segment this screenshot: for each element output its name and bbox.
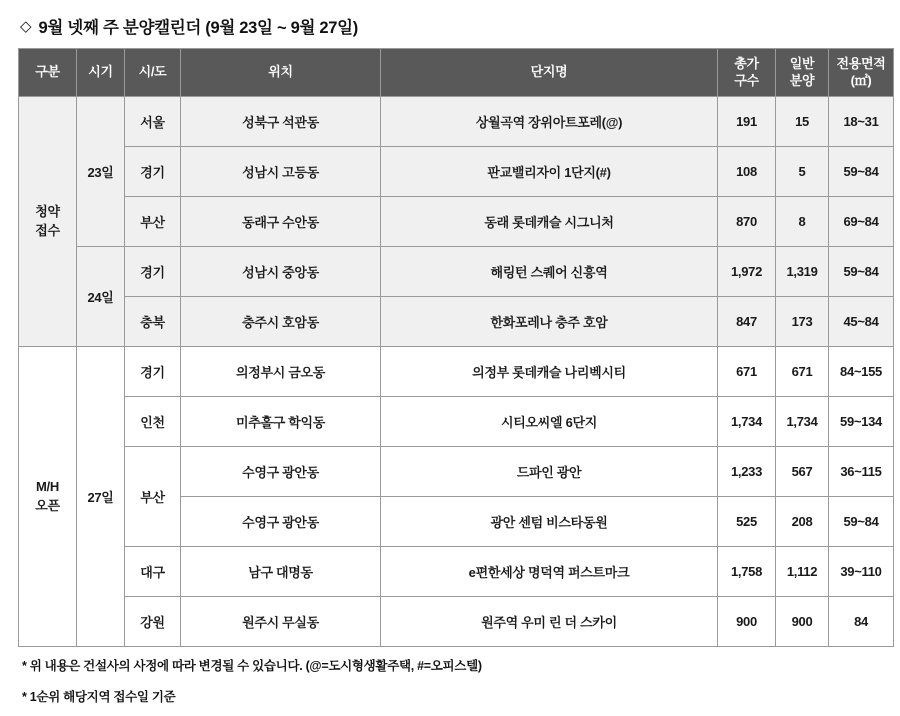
cell-complex-label: e편한세상 명덕역 퍼스트마크: [468, 565, 630, 580]
cell-location-label: 동래구 수안동: [242, 215, 319, 230]
cell-location-label: 남구 대명동: [248, 565, 313, 580]
cell-area-label: 59~84: [843, 264, 879, 279]
cell-sido: [125, 197, 181, 247]
cell-total-label: 1,734: [730, 414, 763, 429]
column-header-general-sub: 분양: [789, 72, 815, 88]
cell-complex-label: 시티오씨엘 6단지: [500, 415, 598, 430]
cell-general-label: 900: [791, 614, 813, 629]
cell-area-label: 59~134: [840, 414, 882, 429]
cell-sido-label: 경기: [140, 265, 165, 280]
cell-location-label: 원주시 무실동: [242, 615, 319, 630]
cell-general: [776, 347, 829, 397]
table-row: [19, 447, 894, 497]
column-header-complex: [381, 49, 718, 97]
cell-location: [181, 397, 381, 447]
cell-sigi-label: 24일: [87, 290, 114, 305]
cell-general-label: 208: [791, 514, 813, 529]
cell-general-label: 671: [791, 364, 813, 379]
cell-location: [181, 547, 381, 597]
cell-sigi-label: 27일: [87, 490, 114, 505]
cell-location-label: 성북구 석관동: [242, 115, 319, 130]
column-header-complex-label: 단지명: [530, 64, 568, 80]
cell-general: [776, 97, 829, 147]
cell-complex-label: 한화포레나 충주 호암: [490, 315, 608, 330]
cell-total-label: 847: [736, 314, 757, 329]
cell-area-label: 59~84: [843, 164, 879, 179]
column-header-sido-label: 시/도: [138, 64, 167, 80]
cell-sido: [125, 597, 181, 647]
footnotes: [22, 656, 882, 705]
table-row: [19, 297, 894, 347]
cell-total: [718, 397, 776, 447]
cell-location: [181, 97, 381, 147]
cell-sido: [125, 247, 181, 297]
cell-general: [776, 397, 829, 447]
cell-general: [776, 197, 829, 247]
cell-total-label: 1,233: [730, 464, 763, 479]
cell-sigi-label: 23일: [87, 165, 114, 180]
column-header-sigi: [77, 49, 125, 97]
column-header-total-label: 총가: [734, 56, 759, 72]
cell-location-label: 미추홀구 학익동: [235, 415, 326, 430]
cell-total: [718, 597, 776, 647]
cell-sigi: [77, 247, 125, 347]
column-header-location-label: 위치: [268, 64, 293, 80]
table-body: [19, 97, 894, 647]
cell-location-label: 수영구 광안동: [242, 465, 319, 480]
cell-total-label: 900: [736, 614, 757, 629]
cell-general: [776, 297, 829, 347]
column-header-general: [776, 49, 829, 97]
cell-sido-label: 부산: [140, 490, 165, 505]
cell-location-label: 성남시 중앙동: [242, 265, 319, 280]
cell-complex: [381, 197, 718, 247]
cell-total: [718, 347, 776, 397]
cell-location: [181, 447, 381, 497]
cell-complex: [381, 397, 718, 447]
cell-area-label: 45~84: [843, 314, 879, 329]
cell-location: [181, 147, 381, 197]
cell-total-label: 108: [736, 164, 757, 179]
cell-total: [718, 97, 776, 147]
cell-complex: [381, 347, 718, 397]
cell-location-label: 성남시 고등동: [242, 165, 319, 180]
cell-sido-label: 경기: [140, 165, 165, 180]
cell-sido-label: 경기: [140, 365, 165, 380]
cell-general-label: 15: [795, 114, 809, 129]
cell-area-label: 84: [854, 614, 868, 629]
cell-general: [776, 447, 829, 497]
cell-gubun: [19, 97, 77, 347]
cell-complex: [381, 297, 718, 347]
cell-complex-label: 동래 롯데캐슬 시그니처: [484, 215, 614, 230]
cell-general-label: 1,734: [786, 414, 818, 429]
column-header-area-sub: (㎡): [850, 72, 872, 88]
cell-gubun-line1: 청약: [35, 204, 60, 220]
table-row: [19, 547, 894, 597]
cell-total: [718, 147, 776, 197]
cell-complex: [381, 597, 718, 647]
cell-sido-label: 강원: [140, 615, 165, 630]
table-header-row: [19, 49, 894, 97]
cell-area-label: 59~84: [843, 514, 879, 529]
column-header-total-sub: 구수: [734, 72, 759, 88]
footnote-2: * 1순위 해당지역 접수일 기준: [22, 690, 176, 704]
cell-location: [181, 297, 381, 347]
cell-sido: [125, 147, 181, 197]
table-row: [19, 397, 894, 447]
column-header-location: [181, 49, 381, 97]
cell-complex-label: 광안 센텀 비스타동원: [490, 515, 608, 530]
cell-complex: [381, 497, 718, 547]
cell-sigi: [77, 347, 125, 647]
cell-general-label: 173: [791, 314, 813, 329]
cell-general: [776, 547, 829, 597]
cell-general: [776, 147, 829, 197]
column-header-area: [829, 49, 894, 97]
cell-gubun-line2: 접수: [35, 222, 60, 238]
cell-location: [181, 497, 381, 547]
cell-total-label: 671: [736, 364, 757, 379]
column-header-total: [718, 49, 776, 97]
cell-sido: [125, 397, 181, 447]
cell-area: [829, 147, 894, 197]
cell-location-label: 의정부시 금오동: [235, 365, 326, 380]
table-row: [19, 97, 894, 147]
page-title: [20, 14, 882, 38]
cell-general-label: 1,319: [786, 264, 818, 279]
cell-area: [829, 247, 894, 297]
column-header-sido: [125, 49, 181, 97]
cell-area: [829, 297, 894, 347]
cell-general-label: 1,112: [786, 564, 818, 579]
cell-area-label: 69~84: [843, 214, 879, 229]
cell-complex: [381, 97, 718, 147]
cell-area: [829, 547, 894, 597]
cell-total: [718, 297, 776, 347]
cell-area-label: 84~155: [840, 364, 882, 379]
cell-gubun-line1: M/H: [36, 479, 59, 495]
cell-gubun: [19, 347, 77, 647]
cell-general: [776, 597, 829, 647]
table-row: [19, 247, 894, 297]
cell-location: [181, 247, 381, 297]
cell-complex: [381, 147, 718, 197]
supply-calendar-table: [18, 48, 894, 647]
column-header-gubun-label: 구분: [35, 64, 60, 80]
cell-general-label: 8: [798, 214, 806, 229]
cell-total: [718, 547, 776, 597]
cell-general: [776, 247, 829, 297]
cell-sido: [125, 447, 181, 547]
diamond-bullet-icon: ◇: [20, 17, 32, 35]
column-header-general-label: 일반: [789, 56, 815, 72]
cell-area: [829, 347, 894, 397]
column-header-gubun: [19, 49, 77, 97]
cell-area: [829, 447, 894, 497]
column-header-area-label: 전용면적: [836, 56, 886, 72]
cell-complex-label: 의정부 롯데캐슬 나리벡시티: [472, 365, 626, 380]
cell-general-label: 5: [798, 164, 806, 179]
table-row: [19, 347, 894, 397]
cell-complex: [381, 547, 718, 597]
cell-sido-label: 충북: [140, 315, 165, 330]
cell-total-label: 525: [736, 514, 757, 529]
page-title-text: 9월 넷째 주 분양캘린더 (9월 23일 ~ 9월 27일): [38, 19, 358, 37]
cell-complex: [381, 247, 718, 297]
cell-location-label: 수영구 광안동: [242, 515, 319, 530]
cell-complex: [381, 447, 718, 497]
cell-area-label: 36~115: [840, 464, 882, 479]
footnote-1: * 위 내용은 건설사의 사정에 따라 변경될 수 있습니다. (@=도시형생활주택, #=오피스텔): [22, 659, 482, 673]
cell-gubun-line2: 오픈: [35, 497, 60, 513]
cell-complex-label: 원주역 우미 린 더 스카이: [481, 615, 617, 630]
cell-total-label: 1,758: [730, 564, 763, 579]
cell-sido-label: 대구: [140, 565, 165, 580]
table-row: [19, 147, 894, 197]
cell-general: [776, 497, 829, 547]
cell-sigi: [77, 97, 125, 247]
cell-complex-label: 판교밸리자이 1단지(#): [487, 165, 611, 180]
cell-area: [829, 97, 894, 147]
cell-area: [829, 597, 894, 647]
cell-area: [829, 397, 894, 447]
cell-total: [718, 447, 776, 497]
cell-general-label: 567: [791, 464, 813, 479]
cell-total-label: 870: [736, 214, 757, 229]
column-header-sigi-label: 시기: [88, 64, 113, 80]
cell-total: [718, 197, 776, 247]
cell-sido-label: 서울: [140, 115, 165, 130]
cell-location: [181, 597, 381, 647]
cell-area-label: 39~110: [840, 564, 882, 579]
cell-area: [829, 197, 894, 247]
cell-sido: [125, 97, 181, 147]
table-row: [19, 197, 894, 247]
cell-sido-label: 인천: [140, 415, 165, 430]
cell-total: [718, 497, 776, 547]
cell-area: [829, 497, 894, 547]
cell-complex-label: 해링턴 스퀘어 신흥역: [490, 265, 608, 280]
cell-location: [181, 197, 381, 247]
cell-sido-label: 부산: [140, 215, 165, 230]
cell-total-label: 1,972: [730, 264, 763, 279]
cell-total: [718, 247, 776, 297]
cell-sido: [125, 547, 181, 597]
cell-location-label: 충주시 호암동: [242, 315, 319, 330]
cell-complex-label: 드파인 광안: [516, 465, 582, 480]
cell-sido: [125, 347, 181, 397]
table-header: [19, 49, 894, 97]
cell-sido: [125, 297, 181, 347]
cell-location: [181, 347, 381, 397]
cell-area-label: 18~31: [843, 114, 879, 129]
cell-complex-label: 상월곡역 장위아트포레(@): [475, 115, 623, 130]
table-row: [19, 597, 894, 647]
cell-total-label: 191: [736, 114, 757, 129]
